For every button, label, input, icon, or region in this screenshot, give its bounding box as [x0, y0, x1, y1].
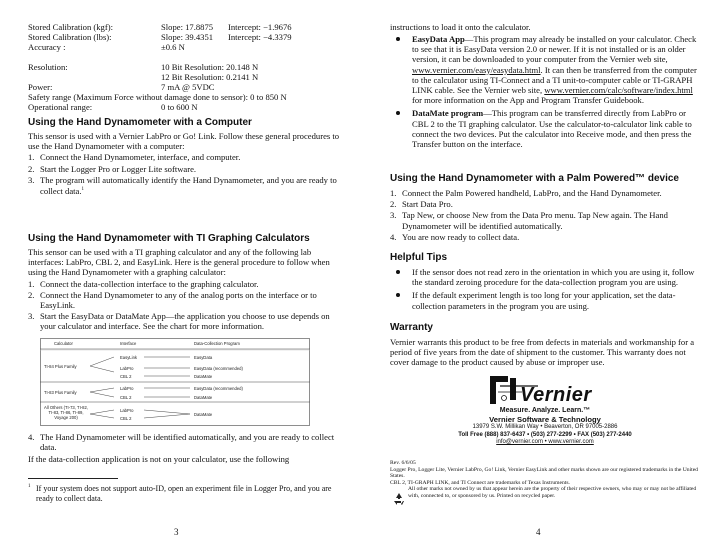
app-text: —This program can be transferred directly from LabPro or CBL 2 to the TI graphing calculator. Use the calculator-to-calculator link cable to connect the two devices. Put the calculator into Receive mode, and then press the Transfer button on the interface.	[412, 108, 692, 150]
table-cell: DataMate	[194, 412, 213, 417]
table-cell: All Others (TI-73, TI-82, TI-83, TI-86, TI-89, Voyage 200)	[44, 405, 88, 420]
footnote	[28, 484, 340, 503]
list-item	[390, 290, 700, 310]
spec-label: Accuracy :	[28, 42, 66, 52]
spec-label: Power:	[28, 82, 53, 92]
recycle-icon	[392, 492, 406, 506]
step-number: 3.	[28, 311, 35, 322]
step-number: 2.	[28, 289, 35, 300]
table-cell: EasyLink	[120, 355, 137, 360]
app-name: DataMate program	[412, 108, 484, 119]
tip-text: If the default experiment length is too long for your application, set the data-collection parameters in the program you are using.	[412, 290, 676, 311]
bullet-icon	[396, 270, 400, 274]
ti-section	[28, 233, 340, 333]
step-text: Connect the data-collection interface to the graphing calculator.	[40, 278, 259, 289]
tip-text: If the sensor does not read zero in the orientation in which you are using it, follow the standard zeroing procedure for the data-collection program you are using.	[412, 267, 695, 288]
ti-section-continued	[28, 432, 340, 465]
spec-label: Operational range:	[28, 102, 93, 112]
legal-line: All other marks not owned by us that appear herein are the property of their respective owners, who may or may not be affiliated with, connected to, or sponsored by us. Printed on recycled paper.	[408, 486, 697, 499]
spec-value: 10 Bit Resolution: 20.148 N	[161, 62, 259, 72]
app-text: for more information on the App and Program Transfer Guidebook.	[412, 95, 644, 106]
section-heading: Warranty	[390, 322, 433, 333]
list-item	[28, 279, 340, 289]
footnote-ref: 1	[81, 187, 85, 193]
right-page	[390, 0, 700, 540]
spec-value2: Intercept: −1.9676	[228, 22, 292, 32]
step-number: 4.	[390, 231, 397, 242]
tagline: Measure. Analyze. Learn.™	[499, 407, 591, 414]
table-cell: LabPro	[120, 386, 134, 391]
email-web-link[interactable]: info@vernier.com • www.vernier.com	[496, 439, 594, 445]
footnote-text: If your system does not support auto-ID, open an experiment file in Logger Pro, and you are ready to collect data.	[36, 484, 332, 503]
step-number: 3.	[28, 174, 35, 185]
list-item	[28, 290, 340, 310]
table-header: Interface	[120, 341, 137, 346]
step-number: 2.	[28, 163, 35, 174]
table-cell: EasyData (recommended)	[194, 366, 243, 371]
app-text: —This program may already be installed on your calculator. Check to see that it is EasyData version 2.0 or newer. If it is not installed or is an older version, it can be downloaded to your computer from the Vernier web site,	[412, 34, 697, 65]
step-text: Tap New, or choose New from the Data Pro menu. Tap New again. The Hand Dynamometer will be identified automatically.	[402, 210, 668, 231]
easydata-link[interactable]: www.vernier.com/easy/easydata.html	[412, 64, 541, 75]
steps-list	[28, 432, 340, 452]
table-cell: CBL 2	[120, 374, 132, 379]
list-item	[28, 311, 340, 331]
table-cell: EasyData	[194, 355, 213, 360]
steps-list	[28, 279, 340, 332]
closing-text: If the data-collection application is not on your calculator, use the following	[28, 454, 290, 465]
vernier-contact	[430, 407, 660, 447]
spec-value: 0 to 600 N	[161, 102, 198, 112]
section-heading: Using the Hand Dynamometer with a Computer	[28, 117, 252, 128]
list-item	[390, 267, 700, 287]
spec-label: Resolution:	[28, 62, 68, 72]
continued-text: instructions to load it onto the calculator.	[390, 22, 531, 32]
list-item	[28, 175, 340, 196]
list-item	[390, 199, 700, 209]
bullet-icon	[396, 37, 400, 41]
list-item	[390, 188, 700, 198]
section-heading: Using the Hand Dynamometer with a Palm Powered™ device	[390, 173, 679, 184]
section-heading: Using the Hand Dynamometer with TI Graphing Calculators	[28, 233, 310, 244]
table-cell: EasyData (recommended)	[194, 386, 243, 391]
palm-section	[390, 173, 700, 243]
spec-value: 12 Bit Resolution: 0.2141 N	[161, 72, 259, 82]
step-text: The Hand Dynamometer will be identified automatically, and you are ready to collect data.	[40, 432, 335, 453]
step-text: The program will automatically identify the Hand Dynamometer, and you are ready to collect data.	[40, 174, 337, 196]
section-intro: This sensor can be used with a TI graphing calculator and any of the following lab interfaces: LabPro, CBL 2, and EasyLink. Here is the general procedure to follow when using the Hand Dynamometer with a graphing calculator:	[28, 247, 330, 278]
spec-label: Stored Calibration (lbs):	[28, 32, 112, 42]
spec-value: ±0.6 N	[161, 42, 185, 52]
page-number: 4	[536, 527, 541, 537]
apps-list	[390, 34, 700, 152]
list-item	[390, 108, 700, 149]
steps-list	[28, 152, 340, 196]
footnote-rule	[28, 478, 118, 479]
bullet-icon	[396, 111, 400, 115]
table-cell: CBL 2	[120, 395, 132, 400]
list-item	[28, 152, 340, 162]
list-item	[390, 232, 700, 242]
list-item	[390, 34, 700, 105]
warranty-section	[390, 322, 700, 368]
step-number: 1.	[390, 188, 397, 198]
warranty-text: Vernier warrants this product to be free from defects in materials and workmanship for a period of five years from the date of shipment to the customer. This warranty does not cover damage to the product caused by abuse or improper use.	[390, 337, 695, 368]
page-number: 3	[174, 527, 179, 537]
section-intro: This sensor is used with a Vernier LabPro or Go! Link. Follow these general procedures to use the Hand Dynamometer with a computer:	[28, 131, 340, 152]
tips-list	[390, 267, 700, 311]
app-name: EasyData App	[412, 34, 465, 44]
software-link[interactable]: www.vernier.com/calc/software/index.html	[544, 85, 693, 96]
table-header: Data-Collection Program	[194, 341, 240, 346]
step-number: 1.	[28, 278, 35, 289]
legal-line: Logger Pro, Logger Lite, Vernier LabPro, Go! Link, Vernier EasyLink and other marks shown are our registered trademarks in the United States.	[390, 466, 698, 480]
step-number: 1.	[28, 152, 35, 163]
legal-line: CBL 2, TI-GRAPH LINK, and TI Connect are trademarks of Texas Instruments.	[390, 479, 570, 486]
app-text: . It can then be transferred from the computer to the calculator using TI-Connect and a TI unit-to-computer cable or TI-GRAPH LINK cable. See the Vernier web site,	[412, 64, 697, 96]
list-item	[28, 432, 340, 452]
computer-section	[28, 117, 340, 197]
tips-section	[390, 252, 700, 314]
compatibility-table	[40, 338, 310, 426]
table-cell: LabPro	[120, 408, 134, 413]
revision: Rev. 6/6/05	[390, 460, 416, 466]
spec-value: Slope: 39.4351	[161, 32, 214, 42]
step-text: Start Data Pro.	[402, 199, 453, 210]
step-text: Start the EasyData or DataMate App—the application you choose to use depends on your calculator and interface. See the chart for more information.	[40, 311, 330, 332]
spec-value: 7 mA @ 5VDC	[161, 82, 215, 92]
table-cell: DataMate	[194, 395, 213, 400]
spec-label: Safety range (Maximum Force without damage done to sensor): 0 to 850 N	[28, 92, 287, 102]
list-item	[390, 210, 700, 230]
left-page	[28, 0, 340, 540]
step-text: Start the Logger Pro or Logger Lite software.	[40, 163, 197, 174]
step-text: You are now ready to collect data.	[402, 231, 520, 242]
step-text: Connect the Palm Powered handheld, LabPro, and the Hand Dynamometer.	[402, 188, 662, 198]
step-text: Connect the Hand Dynamometer, interface, and computer.	[40, 152, 241, 163]
table-header: Calculator	[54, 341, 73, 346]
vernier-wordmark: Vernier	[520, 384, 592, 406]
spec-value2: Intercept: −4.3379	[228, 32, 292, 42]
list-item	[28, 164, 340, 174]
steps-list	[390, 188, 700, 242]
legal-notice	[390, 460, 700, 500]
step-number: 4.	[28, 432, 35, 442]
table-cell: TI-84 Plus Family	[44, 364, 77, 369]
phone-numbers: Toll Free (888) 837-6437 • (503) 277-2299 • FAX (503) 277-2440	[458, 431, 632, 438]
vernier-logo	[486, 370, 606, 408]
address: 13979 S.W. Millikan Way • Beaverton, OR 97005-2886	[472, 424, 618, 430]
section-heading: Helpful Tips	[390, 252, 448, 263]
spec-value: Slope: 17.8875	[161, 22, 214, 32]
table-cell: CBL 2	[120, 416, 132, 421]
table-cell: LabPro	[120, 366, 134, 371]
bullet-icon	[396, 293, 400, 297]
step-number: 2.	[390, 199, 397, 210]
step-number: 3.	[390, 210, 397, 221]
spec-label: Stored Calibration (kgf):	[28, 22, 113, 32]
company-name: Vernier Software & Technology	[489, 415, 601, 424]
table-cell: DataMate	[194, 374, 213, 379]
step-text: Connect the Hand Dynamometer to any of the analog ports on the interface or to EasyLink.	[40, 289, 317, 311]
table-cell: TI-83 Plus Family	[44, 390, 77, 395]
footnote-mark: 1	[28, 484, 31, 489]
